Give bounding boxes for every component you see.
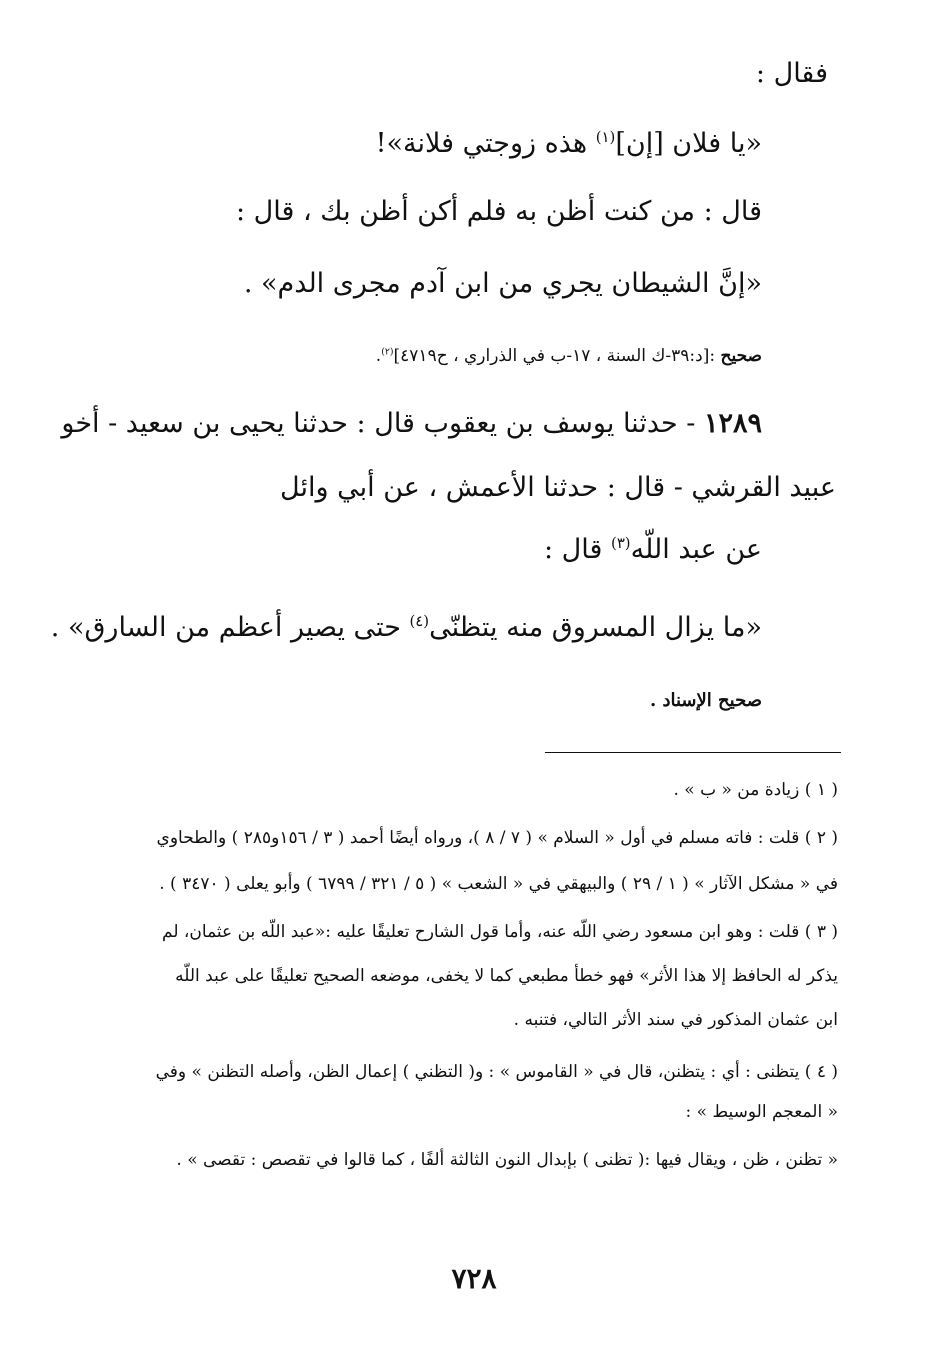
footnote-4-line-1: ( ٤ ) يتظنى : أي : يتظنن، قال في « القاموس » : و( التظني ) إعمال الظن، وأصله التظنن » وفي [155, 1062, 838, 1082]
text-line-2 [376, 128, 762, 159]
text-line-3: قال : من كنت أظن به فلم أكن أظن بك ، قال : [236, 196, 762, 227]
page-number: ٧٢٨ [451, 1262, 497, 1295]
footnote-ref-3: (٣) [611, 534, 631, 552]
quote-start: «يا فلان [إن] [615, 128, 762, 159]
footnote-4-line-3: « تظنن ، ظن ، ويقال فيها :( تظنى ) بإبدال النون الثالثة ألفًا ، كما قالوا في تقصص : تقصى » . [176, 1150, 838, 1170]
hadith-line-1 [61, 408, 762, 439]
footnote-ref-1: (١) [595, 128, 616, 146]
quote-end: هذه زوجتي فلانة»! [375, 128, 596, 159]
ruling-line-1 [376, 346, 762, 366]
ruling-reference: :[د:٣٩-ك السنة ، ١٧-ب في الذراري ، ح٤٧١٩] [393, 346, 721, 366]
footnote-ref-4: (٤) [409, 612, 430, 630]
narrator: عن عبد اللّه [630, 534, 762, 565]
matn-start: «ما يزال المسروق منه يتظنّى [429, 612, 762, 643]
narrator-said: قال : [544, 534, 612, 565]
footnote-3-line-2: يذكر له الحافظ إلا هذا الأثر» فهو خطأ مطبعي كما لا يخفى، موضعه الصحيح تعليقًا على عبد اللّه [175, 966, 838, 986]
hadith-line-4 [51, 612, 762, 643]
footnote-1: ( ١ ) زيادة من « ب » . [673, 780, 838, 800]
hadith-isnad-1: - حدثنا يوسف بن يعقوب قال : حدثنا يحيى بن سعيد - أخو [61, 408, 704, 439]
footnote-ref-2: (٢) [381, 346, 394, 358]
footnote-3-line-3: ابن عثمان المذكور في سند الأثر التالي، فتنبه . [513, 1010, 838, 1030]
text-line-4: «إنَّ الشيطان يجري من ابن آدم مجرى الدم» . [243, 268, 762, 299]
hadith-line-3 [544, 534, 762, 565]
footnote-3-line-1: ( ٣ ) قلت : وهو ابن مسعود رضي اللّه عنه، وأما قول الشارح تعليقًا عليه :«عبد اللّه بن عثمان، لم [162, 922, 838, 942]
footnote-2-line-1: ( ٢ ) قلت : فاته مسلم في أول « السلام » ( ٧ / ٨ )، ورواه أيضًا أحمد ( ٣ / ١٥٦و٢٨٥ ) والطحاوي [156, 828, 838, 848]
hadith-number: ١٢٨٩ [703, 408, 762, 439]
text-line-1: فقال : [755, 58, 828, 89]
footnote-4-line-2: « المعجم الوسيط » : [685, 1102, 838, 1122]
ruling-line-2: صحيح الإسناد . [649, 690, 762, 711]
footnote-divider [545, 752, 841, 753]
footnote-2-line-2: في « مشكل الآثار » ( ١ / ٢٩ ) والبيهقي في « الشعب » ( ٥ / ٣٢١ / ٦٧٩٩ ) وأبو يعلى ( ٣٤٧٠ ) . [159, 874, 838, 894]
hadith-line-2: عبيد القرشي - قال : حدثنا الأعمش ، عن أبي وائل [280, 472, 836, 503]
ruling-end: . [375, 346, 382, 366]
matn-end: حتى يصير أعظم من السارق» . [50, 612, 410, 643]
ruling-label: صحيح [720, 346, 762, 366]
